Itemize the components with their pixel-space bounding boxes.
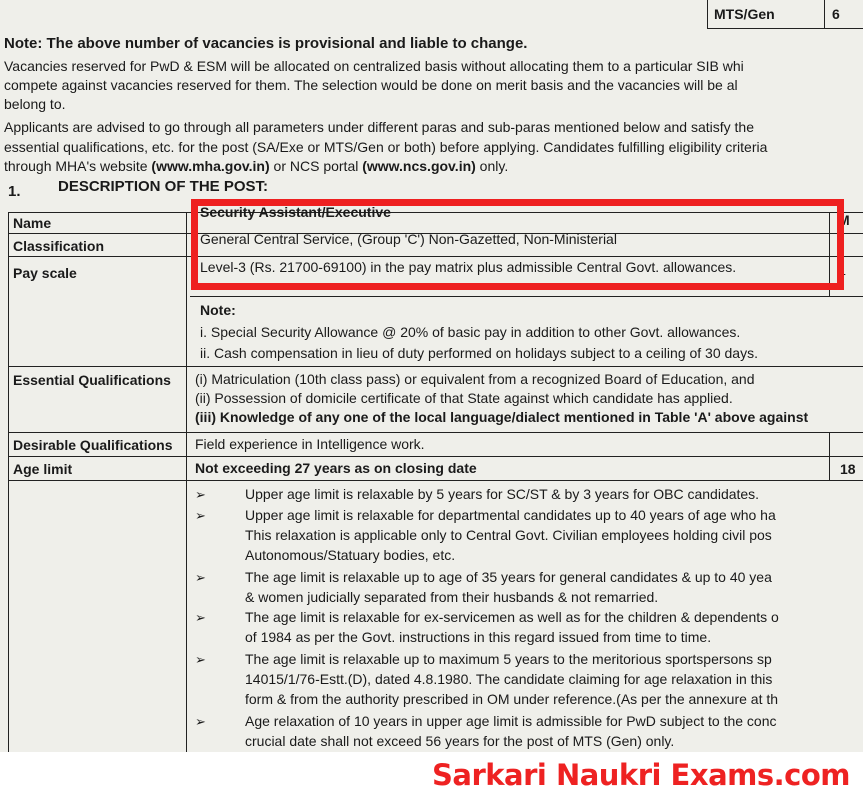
site-watermark: Sarkari Naukri Exams.com	[432, 758, 850, 792]
intro-para2-line2: essential qualifications, etc. for the post (SA/Exe or MTS/Gen or both) before applying. Candidates fulfilling eligibility criteria	[4, 139, 768, 155]
relaxation-1: Upper age limit is relaxable by 5 years for SC/ST & by 3 years for OBC candidates.	[245, 486, 760, 502]
intro-para1-line3: belong to.	[4, 96, 66, 112]
pay-scale-label: Pay scale	[13, 265, 77, 281]
intro-para2-line1: Applicants are advised to go through all parameters under different paras and sub-paras mentioned below and satisfy the	[4, 119, 754, 135]
vacancy-count: 6	[832, 6, 840, 22]
age-next-column: 18	[840, 461, 856, 477]
highlight-box	[191, 199, 844, 290]
classification-value: General Central Service, (Group 'C') Non-Gazetted, Non-Ministerial	[200, 231, 617, 247]
intro-para1-line2: compete against vacancies reserved for them. The selection would be done on merit basis and the vacancies will be al	[4, 77, 738, 93]
bullet-arrow-icon: ➢	[195, 652, 206, 667]
pay-note-2: ii. Cash compensation in lieu of duty performed on holidays subject to a ceiling of 30 days.	[200, 345, 758, 361]
bullet-arrow-icon: ➢	[195, 487, 206, 502]
essential-qualification-2: (ii) Possession of domicile certificate of that State against which candidate has applied.	[195, 390, 733, 406]
pay-note-1: i. Special Security Allowance @ 20% of basic pay in addition to other Govt. allowances.	[200, 324, 741, 340]
pay-note-title: Note:	[200, 302, 236, 318]
relaxation-3-line1: The age limit is relaxable up to age of 35 years for general candidates & up to 40 yea	[245, 569, 772, 585]
bullet-arrow-icon: ➢	[195, 714, 206, 729]
name-next-column: M	[838, 212, 850, 228]
relaxation-6-line2: crucial date shall not exceed 56 years for the post of MTS (Gen) only.	[245, 733, 675, 749]
relaxation-3-line2: & women judicially separated from their husbands & not remarried.	[245, 589, 659, 605]
pay-next-column: L	[838, 262, 846, 278]
provisional-note: Note: The above number of vacancies is provisional and liable to change.	[4, 35, 528, 52]
mha-website: (www.mha.gov.in)	[151, 158, 270, 174]
name-label: Name	[13, 215, 52, 231]
relaxation-6-line1: Age relaxation of 10 years in upper age limit is admissible for PwD subject to the conc	[245, 713, 777, 729]
section-title: DESCRIPTION OF THE POST:	[58, 178, 269, 195]
desirable-qualification: Field experience in Intelligence work.	[195, 436, 425, 452]
pay-scale-value: Level-3 (Rs. 21700-69100) in the pay matrix plus admissible Central Govt. allowances.	[200, 259, 737, 275]
bullet-arrow-icon: ➢	[195, 610, 206, 625]
bullet-arrow-icon: ➢	[195, 508, 206, 523]
relaxation-2-line2: This relaxation is applicable only to Central Govt. Civilian employees holding civil pos	[245, 527, 772, 543]
section-number: 1.	[8, 183, 21, 200]
desirable-qualifications-label: Desirable Qualifications	[13, 437, 173, 453]
age-limit-label: Age limit	[13, 461, 73, 477]
bullet-arrow-icon: ➢	[195, 570, 206, 585]
essential-qualification-1: (i) Matriculation (10th class pass) or equivalent from a recognized Board of Education, and	[195, 371, 755, 387]
footer-banner	[0, 752, 863, 800]
relaxation-2-line1: Upper age limit is relaxable for departmental candidates up to 40 years of age who ha	[245, 507, 776, 523]
vacancy-post-label: MTS/Gen	[714, 6, 775, 22]
essential-qualification-3: (iii) Knowledge of any one of the local language/dialect mentioned in Table 'A' above against	[195, 409, 809, 425]
classification-label: Classification	[13, 238, 105, 254]
post-name: Security Assistant/Executive	[200, 204, 391, 220]
age-limit-value: Not exceeding 27 years as on closing date	[195, 460, 477, 476]
relaxation-5-line1: The age limit is relaxable up to maximum 5 years to the meritorious sportspersons sp	[245, 651, 772, 667]
relaxation-5-line2: 14015/1/76-Estt.(D), dated 4.8.1980. The candidate claiming for age relaxation in this	[245, 671, 773, 687]
intro-para1-line1: Vacancies reserved for PwD & ESM will be allocated on centralized basis without allocating them to a particular SIB whi	[4, 58, 744, 74]
relaxation-5-line3: form & from the authority prescribed in OM under reference.(As per the annexure at th	[245, 691, 779, 707]
vacancy-cell	[707, 0, 863, 29]
relaxation-4-line1: The age limit is relaxable for ex-servicemen as well as for the children & dependents o	[245, 609, 779, 625]
essential-qualifications-label: Essential Qualifications	[13, 372, 171, 388]
relaxation-2-line3: Autonomous/Statuary bodies, etc.	[245, 547, 456, 563]
ncs-website: (www.ncs.gov.in)	[362, 158, 476, 174]
relaxation-4-line2: of 1984 as per the Govt. instructions in this regard issued from time to time.	[245, 629, 712, 645]
intro-para2-line3: through MHA's website (www.mha.gov.in) or NCS portal (www.ncs.gov.in) only.	[4, 158, 509, 174]
